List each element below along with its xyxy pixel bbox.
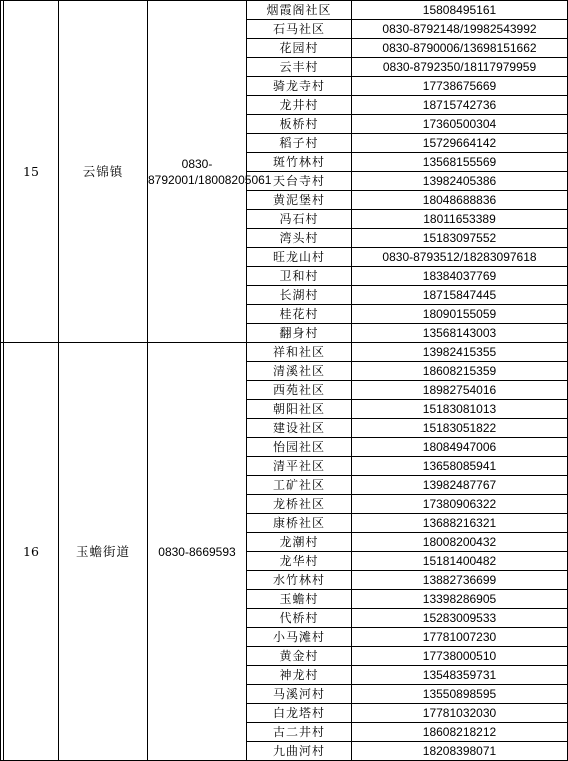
table-row xyxy=(1,1,568,20)
village-name: 神龙村 xyxy=(247,666,352,685)
village-phone: 15283009533 xyxy=(352,609,568,628)
village-phone: 13658085941 xyxy=(352,457,568,476)
village-name: 冯石村 xyxy=(247,210,352,229)
village-name: 九曲河村 xyxy=(247,742,352,761)
village-name: 湾头村 xyxy=(247,229,352,248)
village-phone: 13688216321 xyxy=(352,514,568,533)
village-phone: 13550898595 xyxy=(352,685,568,704)
village-name: 代桥村 xyxy=(247,609,352,628)
village-phone: 18608218212 xyxy=(352,723,568,742)
village-name: 翻身村 xyxy=(247,324,352,343)
village-phone: 18208398071 xyxy=(352,742,568,761)
village-phone: 15729664142 xyxy=(352,134,568,153)
village-phone: 15808495161 xyxy=(352,1,568,20)
village-name: 天台寺村 xyxy=(247,172,352,191)
village-phone: 0830-8790006/13698151662 xyxy=(352,39,568,58)
village-name: 卫和村 xyxy=(247,267,352,286)
village-name: 稻子村 xyxy=(247,134,352,153)
village-phone: 13398286905 xyxy=(352,590,568,609)
village-name: 长湖村 xyxy=(247,286,352,305)
town-name: 云锦镇 xyxy=(59,1,148,343)
village-name: 清溪社区 xyxy=(247,362,352,381)
village-name: 怡园社区 xyxy=(247,438,352,457)
village-phone: 13982487767 xyxy=(352,476,568,495)
village-phone: 17781007230 xyxy=(352,628,568,647)
village-phone: 13982415355 xyxy=(352,343,568,362)
group-number: 16 xyxy=(4,343,59,761)
village-name: 白龙塔村 xyxy=(247,704,352,723)
village-name: 花园村 xyxy=(247,39,352,58)
village-phone: 0830-8793512/18283097618 xyxy=(352,248,568,267)
village-name: 西苑社区 xyxy=(247,381,352,400)
village-name: 桂花村 xyxy=(247,305,352,324)
village-phone: 17360500304 xyxy=(352,115,568,134)
village-phone: 13568155569 xyxy=(352,153,568,172)
village-phone: 18608215359 xyxy=(352,362,568,381)
village-name: 旺龙山村 xyxy=(247,248,352,267)
village-phone: 18090155059 xyxy=(352,305,568,324)
village-phone: 0830-8792350/18117979959 xyxy=(352,58,568,77)
village-name: 黄金村 xyxy=(247,647,352,666)
village-phone: 13982405386 xyxy=(352,172,568,191)
village-name: 康桥社区 xyxy=(247,514,352,533)
village-phone: 18008200432 xyxy=(352,533,568,552)
contact-table-body xyxy=(1,1,568,761)
village-phone: 18715742736 xyxy=(352,96,568,115)
village-name: 板桥村 xyxy=(247,115,352,134)
village-name: 朝阳社区 xyxy=(247,400,352,419)
village-phone: 17738675669 xyxy=(352,77,568,96)
village-name: 云丰村 xyxy=(247,58,352,77)
village-phone: 18084947006 xyxy=(352,438,568,457)
village-phone: 18384037769 xyxy=(352,267,568,286)
village-name: 祥和社区 xyxy=(247,343,352,362)
village-name: 玉蟾村 xyxy=(247,590,352,609)
village-phone: 18982754016 xyxy=(352,381,568,400)
village-name: 马溪河村 xyxy=(247,685,352,704)
village-phone: 15183081013 xyxy=(352,400,568,419)
village-phone: 13548359731 xyxy=(352,666,568,685)
village-name: 建设社区 xyxy=(247,419,352,438)
village-phone: 15183097552 xyxy=(352,229,568,248)
village-phone: 17781032030 xyxy=(352,704,568,723)
village-phone: 13568143003 xyxy=(352,324,568,343)
village-name: 清平社区 xyxy=(247,457,352,476)
table-row xyxy=(1,343,568,362)
village-phone: 0830-8792148/19982543992 xyxy=(352,20,568,39)
village-phone: 17738000510 xyxy=(352,647,568,666)
village-name: 黄泥堡村 xyxy=(247,191,352,210)
village-name: 龙潮村 xyxy=(247,533,352,552)
village-name: 石马社区 xyxy=(247,20,352,39)
village-phone: 18715847445 xyxy=(352,286,568,305)
village-name: 龙桥社区 xyxy=(247,495,352,514)
village-phone: 17380906322 xyxy=(352,495,568,514)
village-name: 骑龙寺村 xyxy=(247,77,352,96)
village-name: 斑竹林村 xyxy=(247,153,352,172)
town-name: 玉蟾街道 xyxy=(59,343,148,761)
village-name: 水竹林村 xyxy=(247,571,352,590)
village-phone: 18011653389 xyxy=(352,210,568,229)
town-phone: 0830-8669593 xyxy=(148,343,247,761)
village-phone: 15181400482 xyxy=(352,552,568,571)
village-name: 龙井村 xyxy=(247,96,352,115)
village-name: 小马滩村 xyxy=(247,628,352,647)
village-phone: 13882736699 xyxy=(352,571,568,590)
village-phone: 15183051822 xyxy=(352,419,568,438)
group-number: 15 xyxy=(4,1,59,343)
village-name: 古二井村 xyxy=(247,723,352,742)
town-phone: 0830-8792001/18008205061 xyxy=(148,1,247,343)
village-phone: 18048688836 xyxy=(352,191,568,210)
village-name: 烟霞阁社区 xyxy=(247,1,352,20)
village-name: 龙华村 xyxy=(247,552,352,571)
village-name: 工矿社区 xyxy=(247,476,352,495)
